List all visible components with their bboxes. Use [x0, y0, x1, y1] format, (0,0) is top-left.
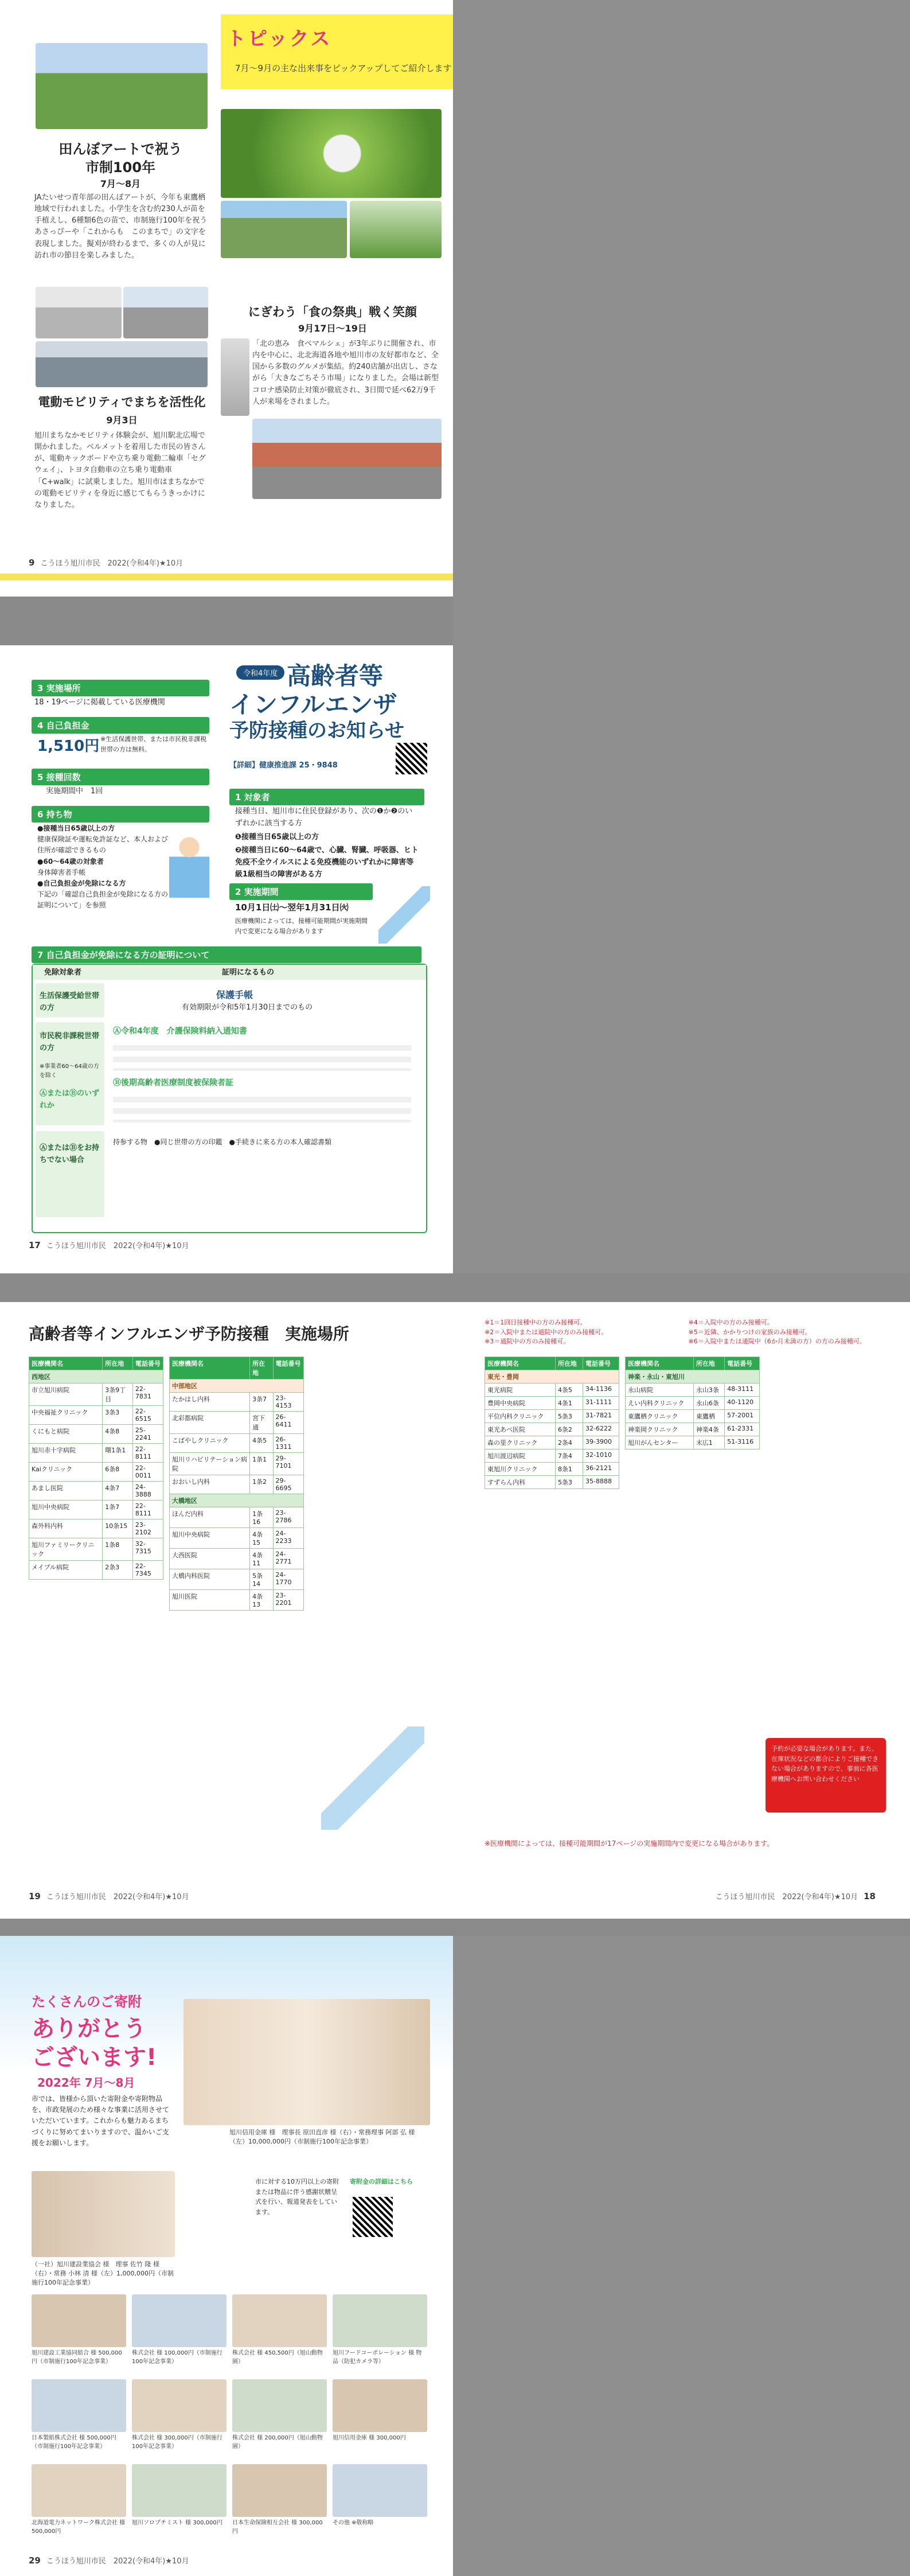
- table-cell: 35-8888: [583, 1476, 619, 1489]
- donation-period: 2022年 7月～8月: [37, 2076, 135, 2090]
- table-cell: 豊岡中央病院: [485, 1397, 556, 1410]
- column-header: 電話番号: [273, 1357, 304, 1379]
- donor-caption: その他 ※敬称略: [333, 2520, 374, 2526]
- mobility-photo-2: [123, 287, 208, 338]
- table-cell: 61-2331: [725, 1423, 760, 1436]
- table-row: [170, 1475, 304, 1494]
- table-cell: 24-2771: [273, 1549, 304, 1569]
- topics-title: トピックス: [226, 28, 332, 50]
- page-footer-right: [715, 1891, 881, 1901]
- qr-code[interactable]: [396, 743, 427, 774]
- donor-photo: [232, 2294, 327, 2347]
- column-header: 電話番号: [725, 1357, 760, 1370]
- table-cell: 1条2: [250, 1475, 273, 1494]
- rice-art-field-photo: [36, 43, 208, 129]
- clinic-table: [625, 1357, 760, 1449]
- donor-caption: 株式会社 様 300,000円（市制施行100年記念事業）: [132, 2435, 222, 2450]
- table-row: [485, 1384, 619, 1397]
- table-cell: 48-3111: [725, 1384, 760, 1397]
- table-cell: 22-7345: [132, 1561, 163, 1580]
- table-cell: 東鷹栖クリニック: [626, 1410, 694, 1423]
- main-donation-caption: 旭川信用金庫 様 理事長 原田直彦 様（右）・常務理事 阿部 弘 様（左）10,000,000円（市制施行100年記念事業）: [229, 2129, 415, 2145]
- s6-head: 6 持ち物: [32, 806, 209, 823]
- row2-note: ※事業者60～64歳の方を除く: [40, 1063, 99, 1079]
- table-col-4: [625, 1357, 760, 1449]
- row2-or: ⒶまたはⒷのいずれか: [40, 1089, 100, 1110]
- table-row: [29, 1519, 163, 1538]
- table-cell: ほんだ内科: [170, 1507, 250, 1528]
- table-row: [170, 1569, 304, 1590]
- s1-item-2: ❷接種当日に60～64歳で、心臓、腎臓、呼吸器、ヒト免疫不全ウイルスによる免疫機能のいずれかに障害等級1級相当の障害がある方: [235, 846, 419, 879]
- table-cell: 東光病院: [485, 1384, 556, 1397]
- table-cell: 6条8: [103, 1463, 133, 1482]
- table-cell: おおいし内科: [170, 1475, 250, 1494]
- gutter: [453, 645, 910, 1273]
- thanks-title-1: たくさんのご寄附: [32, 1994, 142, 2010]
- table-row: [170, 1453, 304, 1475]
- legend-item: ※4＝入院中の方のみ接種可。: [688, 1319, 774, 1326]
- art3-date: 9月17日～19日: [298, 323, 367, 334]
- art2-title: 電動モビリティでまちを活性化: [38, 395, 206, 409]
- footer-text-right: こうほう旭川市民 2022(令和4年)★10月: [715, 1893, 858, 1901]
- table-row: [29, 1538, 163, 1561]
- table-cell: 24-3888: [132, 1482, 163, 1501]
- table-cell: 5条3: [555, 1410, 583, 1423]
- art1-title-2: 市制100年: [85, 159, 156, 176]
- table-cell: 4条7: [103, 1482, 133, 1501]
- s4-head: 4 自己負担金: [32, 717, 209, 734]
- s6-item: ●60～64歳の対象者: [37, 857, 104, 866]
- table-cell: 旭川中央病院: [170, 1528, 250, 1549]
- table-row: [485, 1397, 619, 1410]
- donor-grid: [32, 2294, 427, 2547]
- s1-item-1: ❶接種当日65歳以上の方: [235, 833, 319, 841]
- table-col-3: [485, 1357, 619, 1489]
- area-group-label: 中部地区: [170, 1379, 304, 1393]
- table-row: [29, 1501, 163, 1519]
- table-cell: 32-1010: [583, 1449, 619, 1463]
- left-donation-caption: （一社）旭川建設業協会 様 理事 佐竹 隆 様（右）・常務 小林 清 様（左）1,000,000円（市制施行100年記念事業）: [32, 2261, 174, 2286]
- row2-b-doc: [113, 1091, 411, 1123]
- footer-text: こうほう旭川市民 2022(令和4年)★10月: [46, 1242, 189, 1250]
- page-number: 29: [29, 2555, 41, 2566]
- table-cell: 大橋内科医院: [170, 1569, 250, 1590]
- row3-label: ⒶまたはⒷをお持ちでない場合: [40, 1144, 100, 1164]
- art2-body: 旭川まちなかモビリティ体験会が、旭川駅北広場で開かれました。ベルメットを着用した市民の皆さんが、電動キックボードや立ち乗り電動二輪車「セグウェイ」、トヨタ自動車の立ち乗り電動車「C+walk」に試乗しました。旭川市はまちなかでの電動モビリティを身近に感じてもらうきっかけになりました。: [34, 431, 206, 509]
- table-cell: 中央福祉クリニック: [29, 1406, 103, 1425]
- table-cell: 1条7: [103, 1501, 133, 1519]
- table-cell: 1条1: [250, 1453, 273, 1475]
- row1-label: 生活保護受給世帯の方: [40, 992, 100, 1012]
- table-row: [170, 1590, 304, 1611]
- syringe-icon: [378, 886, 430, 944]
- table-cell: 22-6515: [132, 1406, 163, 1425]
- table-row: [29, 1482, 163, 1501]
- table-cell: 旭川医院: [170, 1590, 250, 1611]
- area-group-label: 大橋地区: [170, 1494, 304, 1507]
- table-cell: 22-8111: [132, 1501, 163, 1519]
- table-row: [626, 1410, 760, 1423]
- legend-item: ※1＝1回目接種中の方のみ接種可。: [485, 1319, 587, 1326]
- clinic-table: [29, 1357, 163, 1580]
- table-row: [170, 1434, 304, 1453]
- table-cell: くにもと病院: [29, 1425, 103, 1444]
- row1-sub: 有効期限が令和5年1月30日までのもの: [182, 1003, 313, 1012]
- fiscal-year-badge: 令和4年度: [236, 665, 284, 680]
- table-row: [626, 1436, 760, 1449]
- s6-item: 健康保険証や運転免許証など、本人および住所が確認できるもの: [37, 835, 169, 855]
- table-cell: えい内科クリニック: [626, 1397, 694, 1410]
- s2-head: 2 実施期間: [229, 883, 373, 900]
- row3-value: 持参する物 ●同じ世帯の方の印鑑 ●手続きに来る方の本人確認書類: [113, 1138, 331, 1146]
- table-row: [170, 1393, 304, 1412]
- table-cell: 22-8111: [132, 1444, 163, 1463]
- page-number-left: 19: [29, 1891, 41, 1901]
- planting-photo: [221, 201, 347, 258]
- table-cell: 4条5: [250, 1434, 273, 1453]
- page-bottom-bar: [0, 574, 453, 580]
- footer-text: こうほう旭川市民 2022(令和4年)★10月: [46, 2557, 189, 2566]
- table-cell: 51-3116: [725, 1436, 760, 1449]
- column-header: 所在地: [250, 1357, 273, 1379]
- table-cell: 23-2786: [273, 1507, 304, 1528]
- table-cell: 1条16: [250, 1507, 273, 1528]
- gutter: [453, 0, 910, 645]
- table-cell: あまし医院: [29, 1482, 103, 1501]
- table-cell: 22-7831: [132, 1384, 163, 1406]
- s6-item: ●自己負担金が免除になる方: [37, 879, 126, 887]
- table-cell: 1条8: [103, 1538, 133, 1561]
- table-cell: 4条11: [250, 1549, 273, 1569]
- table-col-1: [29, 1357, 163, 1580]
- table-row: [170, 1549, 304, 1569]
- table-cell: 神楽岡クリニック: [626, 1423, 694, 1436]
- left-donation-photo: [32, 2171, 175, 2257]
- s3-body: 18・19ページに掲載している医療機関: [34, 698, 165, 707]
- s6-item: ●接種当日65歳以上の方: [37, 824, 115, 832]
- area-group-label: 西地区: [29, 1370, 163, 1384]
- table-cell: 25-2241: [132, 1425, 163, 1444]
- vaccine-illustration: [321, 1727, 424, 1830]
- donor-photo: [333, 2379, 427, 2432]
- table-row: [170, 1507, 304, 1528]
- column-header: 電話番号: [132, 1357, 163, 1370]
- row1-value: 保護手帳: [216, 989, 253, 1000]
- table-cell: 32-6222: [583, 1423, 619, 1436]
- table-cell: 24-2233: [273, 1528, 304, 1549]
- mobility-photo-1: [36, 287, 122, 338]
- table-col-2: [169, 1357, 304, 1611]
- notice-text: 予約が必要な場合があります。また、在庫状況などの都合によりご接種できない場合がありますので、事前に各医療機関へお問い合わせください: [771, 1745, 878, 1783]
- s5-body: 実施期間中 1回: [46, 787, 103, 796]
- column-header: 医療機関名: [626, 1357, 694, 1370]
- donor-caption: 株式会社 様 100,000円（市制施行100年記念事業）: [132, 2350, 222, 2365]
- page-footer: [29, 2555, 189, 2566]
- s5-head: 5 接種回数: [32, 769, 209, 785]
- qr-label: 寄附金の詳細はこちら: [350, 2178, 413, 2185]
- page-footer: [29, 1240, 189, 1250]
- row2-b: Ⓑ後期高齢者医療制度被保険者証: [113, 1078, 233, 1088]
- topics-subtitle: 7月～9月の主な出来事をピックアップしてご紹介します: [235, 63, 452, 73]
- table-cell: 3条3: [103, 1406, 133, 1425]
- donor-caption: 旭川ソロプチミスト 様 300,000円: [132, 2520, 222, 2526]
- area-group-label: 東光・豊岡: [485, 1370, 619, 1384]
- detail-contact: 【詳細】健康推進課 25・9848: [229, 761, 338, 770]
- table-cell: 31-7821: [583, 1410, 619, 1423]
- main-donation-photo: [183, 1999, 430, 2125]
- table-row: [29, 1444, 163, 1463]
- table-cell: たかはし内科: [170, 1393, 250, 1412]
- art3-body: 「北の恵み 食べマルシェ」が3年ぶりに開催され、市内を中心に、北北海道各地や旭川市の友好都市など、全国から多数のグルメが集結。約240店舗が出店し、さながら「大きなごちそう市場」になりました。会場は新型コロナ感染防止対策が徹底され、3日間で延べ62万9千人が来場をされました。: [252, 340, 439, 406]
- table-cell: 24-1770: [273, 1569, 304, 1590]
- art2-date: 9月3日: [106, 415, 138, 426]
- table-row: [485, 1410, 619, 1423]
- table-cell: 36-2121: [583, 1463, 619, 1476]
- rice-art-photo-2: [350, 201, 442, 258]
- legend: [485, 1318, 886, 1347]
- table-cell: 3条9丁目: [103, 1384, 133, 1406]
- legend-item: ※2＝入院中または通院中の方のみ接種可。: [485, 1328, 608, 1336]
- rice-art-aerial-photo: [221, 109, 442, 198]
- s4-price: 1,510円: [37, 738, 100, 755]
- table-cell: 4条15: [250, 1528, 273, 1549]
- page-donations: [0, 1936, 453, 2576]
- table-row: [485, 1476, 619, 1489]
- donor-photo: [232, 2464, 327, 2517]
- mobility-photo-3: [36, 341, 208, 387]
- table-row: [29, 1463, 163, 1482]
- table-cell: 旭川赤十字病院: [29, 1444, 103, 1463]
- page-clinic-list: [0, 1302, 910, 1919]
- column-header: 医療機関名: [485, 1357, 556, 1370]
- table-cell: 6条2: [555, 1423, 583, 1436]
- table-cell: 旭川リハビリテーション病院: [170, 1453, 250, 1475]
- column-header: 電話番号: [583, 1357, 619, 1370]
- donation-intro: 市では、皆様から頂いた寄附金や寄附物品を、市政発展のため様々な事業に活用させていただいています。これからも魅力あるまちづくりに努めてまいりますので、温かいご支援をお願いします。: [32, 2095, 170, 2147]
- table-cell: 5条14: [250, 1569, 273, 1590]
- donor-photo: [32, 2379, 126, 2432]
- s1-head: 1 対象者: [229, 789, 424, 805]
- column-header: 所在地: [693, 1357, 724, 1370]
- table-cell: 8条1: [555, 1463, 583, 1476]
- table-cell: 2条3: [103, 1561, 133, 1580]
- table-cell: 23-2201: [273, 1590, 304, 1611]
- donor-caption: 旭川フードコーポレーション 様 物品（防犯カメラ等）: [333, 2350, 422, 2365]
- table-cell: 29-7101: [273, 1453, 304, 1475]
- column-header: 医療機関名: [29, 1357, 103, 1370]
- nurse-illustration: [169, 835, 209, 898]
- clinic-table: [485, 1357, 619, 1489]
- table-cell: 57-2001: [725, 1410, 760, 1423]
- table-cell: 神楽4条: [693, 1423, 724, 1436]
- donor-photo: [132, 2464, 226, 2517]
- table-cell: 4条1: [555, 1397, 583, 1410]
- table-row: [626, 1384, 760, 1397]
- food-festival-photo-2: [252, 419, 442, 499]
- s1-body: 接種当日、旭川市に住民登録があり、次の❶か❷のいずれかに該当する方: [235, 807, 413, 828]
- table-cell: 東光あべ医院: [485, 1423, 556, 1436]
- page-topics: [0, 0, 453, 597]
- table-cell: 東旭川クリニック: [485, 1463, 556, 1476]
- donor-caption: 北海道電力ネットワーク株式会社 様 500,000円: [32, 2520, 126, 2535]
- s2-body: 10月1日㈯～翌年1月31日㈫: [235, 902, 349, 913]
- list-title: 高齢者等インフルエンザ予防接種 実施場所: [29, 1324, 349, 1343]
- table-cell: 永山6条: [693, 1397, 724, 1410]
- art1-date: 7月～8月: [100, 178, 141, 189]
- donor-photo: [132, 2294, 226, 2347]
- table-row: [170, 1528, 304, 1549]
- table-cell: 森の里クリニック: [485, 1436, 556, 1449]
- table-cell: 34-1136: [583, 1384, 619, 1397]
- row2-a: Ⓐ令和4年度 介護保険料納入通知書: [113, 1027, 247, 1036]
- table-cell: 旭川ファミリークリニック: [29, 1538, 103, 1561]
- table-cell: メイプル病院: [29, 1561, 103, 1580]
- table-cell: 23-4153: [273, 1393, 304, 1412]
- legend-item: ※3＝通院中の方のみ接種可。: [485, 1338, 570, 1345]
- donation-qr-code[interactable]: [353, 2197, 393, 2237]
- row2-a-doc: [113, 1039, 411, 1071]
- table-cell: 5条3: [555, 1476, 583, 1489]
- table-cell: 10条15: [103, 1519, 133, 1538]
- table-row: [626, 1397, 760, 1410]
- table-row: [29, 1406, 163, 1425]
- page-number: 17: [29, 1240, 41, 1250]
- s7-head: 7 自己負担金が免除になる方の証明について: [32, 946, 421, 963]
- table-row: [485, 1449, 619, 1463]
- table-cell: 曙1条1: [103, 1444, 133, 1463]
- gutter: [453, 1936, 910, 2576]
- s6-item: 身体障害者手帳: [37, 868, 86, 876]
- table-cell: 39-3900: [583, 1436, 619, 1449]
- art1-title: 田んぼアートで祝う: [58, 141, 182, 157]
- table-cell: 4条8: [103, 1425, 133, 1444]
- table-cell: 22-0011: [132, 1463, 163, 1482]
- donation-promo: 市に対する10万円以上の寄附または物品に伴う感謝状贈呈式を行い、報道発表をしています。: [255, 2178, 339, 2216]
- table-cell: Kaiクリニック: [29, 1463, 103, 1482]
- page-footer-left: [29, 1891, 189, 1901]
- page-footer: [29, 557, 183, 568]
- table-cell: 7条4: [555, 1449, 583, 1463]
- column-header: 所在地: [555, 1357, 583, 1370]
- table-row: [485, 1463, 619, 1476]
- table-cell: 東鷹栖: [693, 1410, 724, 1423]
- s6-item: 下記の「確認自己負担金が免除になる方の証明について」を参照: [37, 890, 169, 910]
- column-header: 所在地: [103, 1357, 133, 1370]
- notice-title-1: 高齢者等: [287, 662, 384, 690]
- table-cell: 31-1111: [583, 1397, 619, 1410]
- table-cell: 2条4: [555, 1436, 583, 1449]
- table-cell: こばやしクリニック: [170, 1434, 250, 1453]
- table-cell: すずらん内科: [485, 1476, 556, 1489]
- footer-text-left: こうほう旭川市民 2022(令和4年)★10月: [46, 1893, 189, 1901]
- page-flu-notice: [0, 645, 453, 1273]
- table-row: [29, 1425, 163, 1444]
- table-cell: 26-1311: [273, 1434, 304, 1453]
- notice-title-3: 予防接種のお知らせ: [229, 719, 404, 742]
- legend-item: ※5＝近隣、かかりつけの家族のみ接種可。: [688, 1328, 811, 1336]
- s4-note: ※生活保護世帯、または市民税非課税世帯の方は無料。: [100, 735, 207, 753]
- donor-photo: [333, 2464, 427, 2517]
- table-row: [626, 1423, 760, 1436]
- donor-caption: 日本生命保険相互会社 様 300,000円: [232, 2520, 323, 2535]
- list-footnote: ※医療機関によっては、接種可能期間が17ページの実施期間内で変更になる場合があります。: [485, 1840, 774, 1848]
- table-cell: 永山3条: [693, 1384, 724, 1397]
- table-row: [29, 1561, 163, 1580]
- donor-caption: 株式会社 様 200,000円（旭山動物園）: [232, 2435, 323, 2450]
- donor-photo: [333, 2294, 427, 2347]
- table-cell: 40-1120: [725, 1397, 760, 1410]
- donor-caption: 日本製紙株式会社 様 500,000円（市制施行100年記念事業）: [32, 2435, 116, 2450]
- table-cell: 平位内科クリニック: [485, 1410, 556, 1423]
- table-row: [29, 1384, 163, 1406]
- table-cell: 末広1: [693, 1436, 724, 1449]
- table-cell: 旭川中央病院: [29, 1501, 103, 1519]
- table-row: [485, 1423, 619, 1436]
- thanks-title-3: ございます!: [32, 2044, 157, 2071]
- table-cell: 4条13: [250, 1590, 273, 1611]
- donor-photo: [232, 2379, 327, 2432]
- donor-photo: [132, 2379, 226, 2432]
- table-head-1: 免除対象者: [44, 968, 82, 977]
- donor-caption: 旭川信用金庫 様 300,000円: [333, 2435, 406, 2441]
- art1-body: JAたいせつ青年部の田んぼアートが、今年も東鷹栖地域で行われました。小学生を含む約230人が苗を手植えし、6種類6色の苗で、市制施行100年を祝うあさっぴーや「これからも このまちで」の文字を表現しました。擬刈が終わるまで、多くの人が見に訪れ市の節目を楽しみました。: [34, 193, 208, 260]
- table-row: [485, 1436, 619, 1449]
- thanks-title-2: ありがとう: [32, 2016, 146, 2042]
- table-cell: 森外科内科: [29, 1519, 103, 1538]
- table-cell: 32-7315: [132, 1538, 163, 1561]
- area-group-label: 神楽・永山・東旭川: [626, 1370, 760, 1384]
- table-cell: 北彩都病院: [170, 1412, 250, 1434]
- page-number: 9: [29, 558, 35, 568]
- table-cell: 宮下通: [250, 1412, 273, 1434]
- s3-head: 3 実施場所: [32, 680, 209, 696]
- table-cell: 26-6411: [273, 1412, 304, 1434]
- donor-caption: 株式会社 様 450,500円（旭山動物園）: [232, 2350, 323, 2365]
- donor-caption: 旭川建設工業協同組合 様 500,000円（市制施行100年記念事業）: [32, 2350, 122, 2365]
- table-cell: 3条7: [250, 1393, 273, 1412]
- donor-photo: [32, 2464, 126, 2517]
- notice-title-2: インフルエンザ: [229, 691, 397, 719]
- exemption-table: [32, 964, 427, 1233]
- table-cell: 23-2102: [132, 1519, 163, 1538]
- table-cell: 4条5: [555, 1384, 583, 1397]
- s2-note: 医療機関によっては、接種可能期間が実施期間内で変更になる場合があります: [235, 917, 368, 935]
- page-number-right: 18: [864, 1891, 876, 1901]
- food-festival-photo-1: [221, 338, 249, 416]
- table-row: [170, 1412, 304, 1434]
- table-head-2: 証明になるもの: [222, 968, 275, 977]
- table-cell: 永山病院: [626, 1384, 694, 1397]
- table-cell: 旭川渡辺病院: [485, 1449, 556, 1463]
- clinic-table: [169, 1357, 304, 1611]
- table-cell: 市立旭川病院: [29, 1384, 103, 1406]
- row2-label: 市民税非課税世帯の方: [40, 1032, 100, 1053]
- table-cell: 29-6695: [273, 1475, 304, 1494]
- legend-item: ※6＝入院中または通院中（6か月未満の方）の方のみ接種可。: [688, 1338, 866, 1345]
- s6-items: [37, 823, 169, 911]
- column-header: 医療機関名: [170, 1357, 250, 1379]
- donor-photo: [32, 2294, 126, 2347]
- table-cell: 旭川がんセンター: [626, 1436, 694, 1449]
- art3-title: にぎわう「食の祭典」戦く笑顔: [248, 305, 417, 319]
- footer-text: こうほう旭川市民 2022(令和4年)★10月: [40, 559, 183, 568]
- table-cell: 大西医院: [170, 1549, 250, 1569]
